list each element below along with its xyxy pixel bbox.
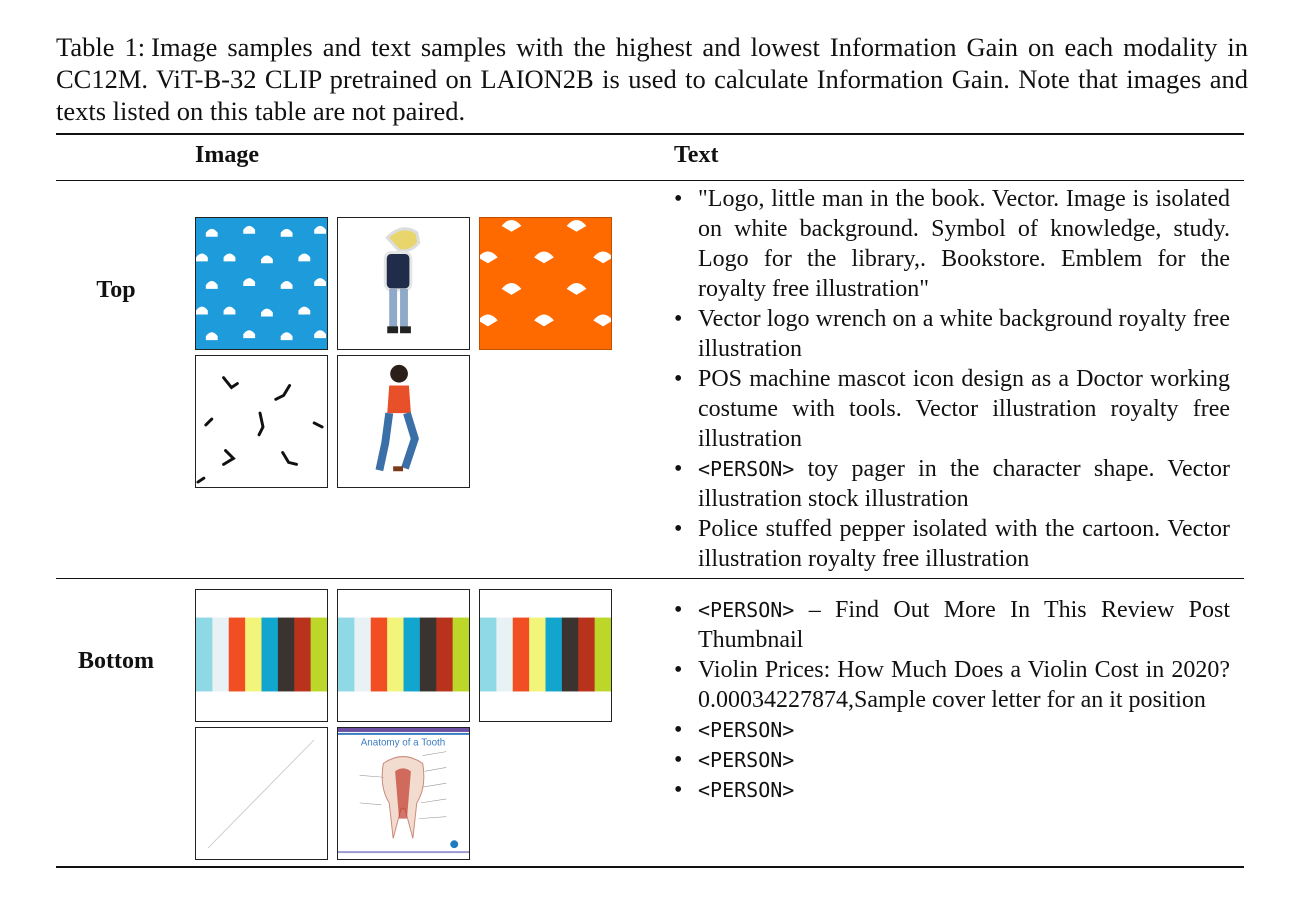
stripe-color-band <box>278 618 295 692</box>
stripe-color-band <box>294 618 311 692</box>
stripe-color-band <box>196 618 213 692</box>
list-item: • POS machine mascot icon design as a Doctor working costume with tools. Vector illustration royalty free illustration <box>674 364 1230 454</box>
list-item <box>674 595 1230 655</box>
image-thumb-cartoon-girl <box>337 217 470 350</box>
stripe-color-band <box>338 618 355 692</box>
stripe-color-band <box>595 618 611 692</box>
stripe-color-band <box>546 618 563 692</box>
stripe-color-band <box>262 618 279 692</box>
list-item <box>674 775 1230 805</box>
stripe-color-band <box>371 618 388 692</box>
person-token: <PERSON> <box>698 778 795 802</box>
row-label-bottom: Bottom <box>78 648 154 674</box>
header-image: Image <box>195 142 259 168</box>
list-item: • Vector logo wrench on a white background royalty free illustration <box>674 304 1230 364</box>
stripe-color-band <box>311 618 327 692</box>
person-token: <PERSON> <box>698 748 795 772</box>
row-label-top: Top <box>96 277 136 303</box>
list-item: • "Logo, little man in the book. Vector. Image is isolated on white background. Symbol of knowledge, study. Logo for the library,. Bookstore. Emblem for the royalty free illustration" <box>674 184 1230 304</box>
stripe-color-band <box>420 618 437 692</box>
stripe-color-band <box>513 618 530 692</box>
image-thumb-blue-pattern <box>195 217 328 350</box>
list-item-text: toy pager in the character shape. Vector illustration stock illustration <box>698 456 1230 512</box>
stripe-color-band <box>562 618 579 692</box>
image-thumb-stripes <box>195 589 328 722</box>
stripe-color-band <box>578 618 595 692</box>
list-item: • Police stuffed pepper isolated with the cartoon. Vector illustration royalty free illustration <box>674 514 1230 574</box>
image-thumb-stripes <box>337 589 470 722</box>
stripe-color-band <box>496 618 513 692</box>
top-rule <box>56 133 1244 135</box>
list-item <box>674 745 1230 775</box>
list-item <box>674 454 1230 514</box>
stripe-color-band <box>229 618 246 692</box>
stripe-color-band <box>212 618 229 692</box>
table-caption <box>56 31 1248 127</box>
person-token: <PERSON> <box>698 457 795 481</box>
image-thumb-orange-pattern <box>479 217 612 350</box>
caption-text: Image samples and text samples with the highest and lowest Information Gain on each modality in CC12M. ViT-B-32 CLIP pretrained on LAION2B is used to calculate Information Gain. Note that images and texts listed on this table are not paired. <box>56 32 1248 126</box>
image-thumb-walking-woman <box>337 355 470 488</box>
list-item <box>674 715 1230 745</box>
top-text-list <box>674 184 1230 574</box>
list-item: • Violin Prices: How Much Does a Violin Cost in 2020? 0.00034227874,Sample cover letter for an it position <box>674 655 1230 715</box>
stripe-color-band <box>436 618 453 692</box>
image-thumb-silhouettes <box>195 355 328 488</box>
image-thumb-stripes <box>479 589 612 722</box>
image-thumb-blank-line <box>195 727 328 860</box>
row-divider <box>56 578 1244 579</box>
stripe-color-band <box>529 618 546 692</box>
stripe-color-band <box>404 618 421 692</box>
list-item-text: – Find Out More In This Review Post Thumbnail <box>698 597 1231 653</box>
header-rule <box>56 180 1244 181</box>
tooth-title: Anatomy of a Tooth <box>360 737 446 749</box>
person-token: <PERSON> <box>698 598 795 622</box>
stripe-color-band <box>387 618 404 692</box>
stripe-color-band <box>453 618 469 692</box>
image-thumb-tooth-anatomy <box>337 727 470 860</box>
header-text: Text <box>674 142 719 168</box>
bottom-text-list <box>674 595 1230 805</box>
person-token: <PERSON> <box>698 718 795 742</box>
caption-label: Table 1: <box>56 32 146 62</box>
bottom-rule <box>56 866 1244 868</box>
stripe-color-band <box>480 618 497 692</box>
stripe-color-band <box>245 618 262 692</box>
stripe-color-band <box>354 618 371 692</box>
